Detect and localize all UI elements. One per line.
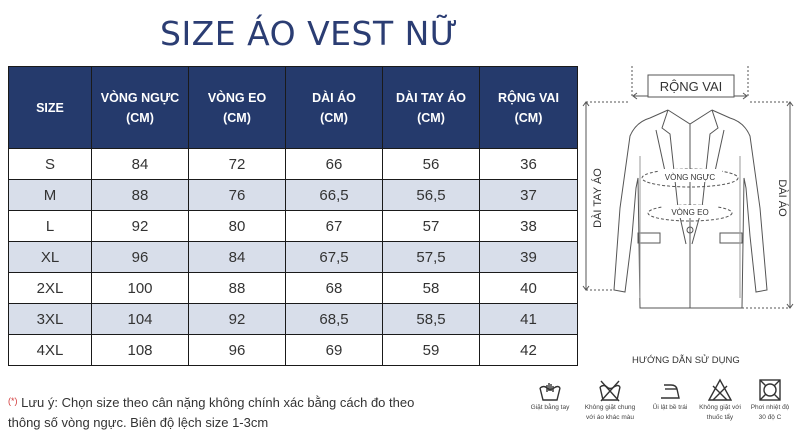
iron-icon xyxy=(658,378,682,402)
measurement-cell: 58 xyxy=(383,273,480,304)
measurement-cell: 96 xyxy=(92,242,189,273)
measurement-cell: 59 xyxy=(383,335,480,366)
do-not-bleach-icon xyxy=(708,378,732,402)
measurement-cell: 36 xyxy=(480,149,578,180)
measurement-cell: 96 xyxy=(189,335,286,366)
measurement-cell: 40 xyxy=(480,273,578,304)
measurement-cell: 84 xyxy=(189,242,286,273)
note-asterisk: (*) xyxy=(8,396,18,406)
measurement-cell: 108 xyxy=(92,335,189,366)
note-line-1: Lưu ý: Chọn size theo cân nặng không chính xác bằng cách đo theo xyxy=(21,395,415,410)
dry-30-icon xyxy=(758,378,782,402)
care-item-no-bleach: Không giặt với thuốc tẩy xyxy=(690,378,750,422)
measurement-cell: 56 xyxy=(383,149,480,180)
hand-wash-icon xyxy=(538,378,562,402)
measurement-cell: 84 xyxy=(92,149,189,180)
measurement-cell: 56,5 xyxy=(383,180,480,211)
table-row xyxy=(9,149,578,180)
do-not-wash-icon xyxy=(598,378,622,402)
shoulder-label: RỘNG VAI xyxy=(659,79,723,94)
care-item-hand-wash: Giặt bằng tay xyxy=(520,378,580,414)
measurement-cell: 38 xyxy=(480,211,578,242)
measurement-cell: 68,5 xyxy=(286,304,383,335)
measurement-cell: 67,5 xyxy=(286,242,383,273)
jacket-diagram xyxy=(580,58,800,328)
note-line-2: thông số vòng ngực. Biên độ lệch size 1-3cm xyxy=(8,415,269,430)
waist-label: VÒNG EO xyxy=(671,208,709,217)
measurement-cell: 100 xyxy=(92,273,189,304)
header-sleeve: DÀI TAY ÁO (CM) xyxy=(383,67,480,149)
chest-label: VÒNG NGỰC xyxy=(664,173,716,182)
measurement-cell: 58,5 xyxy=(383,304,480,335)
measurement-cell: 57,5 xyxy=(383,242,480,273)
size-cell: 3XL xyxy=(9,304,92,335)
measurement-cell: 68 xyxy=(286,273,383,304)
care-item-no-wash: Không giặt chung với áo khác màu xyxy=(580,378,640,422)
measurement-cell: 92 xyxy=(92,211,189,242)
table-row xyxy=(9,242,578,273)
measurement-cell: 80 xyxy=(189,211,286,242)
table-row xyxy=(9,335,578,366)
care-guide-title: HƯỚNG DẪN SỬ DỤNG xyxy=(632,355,740,366)
size-note xyxy=(8,393,414,433)
header-waist: VÒNG EO (CM) xyxy=(189,67,286,149)
size-cell: M xyxy=(9,180,92,211)
measurement-cell: 66 xyxy=(286,149,383,180)
measurement-cell: 88 xyxy=(189,273,286,304)
table-row xyxy=(9,273,578,304)
measurement-cell: 57 xyxy=(383,211,480,242)
header-length: DÀI ÁO (CM) xyxy=(286,67,383,149)
size-table xyxy=(8,66,578,366)
size-cell: S xyxy=(9,149,92,180)
measurement-cell: 92 xyxy=(189,304,286,335)
size-cell: L xyxy=(9,211,92,242)
table-row xyxy=(9,304,578,335)
measurement-cell: 42 xyxy=(480,335,578,366)
header-chest: VÒNG NGỰC (CM) xyxy=(92,67,189,149)
table-row xyxy=(9,211,578,242)
table-header-row xyxy=(9,67,578,149)
size-cell: 4XL xyxy=(9,335,92,366)
measurement-cell: 39 xyxy=(480,242,578,273)
measurement-cell: 104 xyxy=(92,304,189,335)
page-title: SIZE ÁO VEST NỮ xyxy=(160,14,459,53)
measurement-cell: 72 xyxy=(189,149,286,180)
measurement-cell: 88 xyxy=(92,180,189,211)
sleeve-label: DÀI TAY ÁO xyxy=(592,168,604,228)
measurement-cell: 69 xyxy=(286,335,383,366)
size-cell: XL xyxy=(9,242,92,273)
size-cell: 2XL xyxy=(9,273,92,304)
length-label: DÀI ÁO xyxy=(776,179,788,217)
measurement-cell: 41 xyxy=(480,304,578,335)
care-item-dry: Phơi nhiệt độ 30 độ C xyxy=(740,378,800,422)
care-item-iron: Ủi lật bề trái xyxy=(640,378,700,414)
measurement-cell: 37 xyxy=(480,180,578,211)
header-size: SIZE xyxy=(9,67,92,149)
table-row xyxy=(9,180,578,211)
header-shoulder: RỘNG VAI (CM) xyxy=(480,67,578,149)
measurement-cell: 76 xyxy=(189,180,286,211)
measurement-cell: 67 xyxy=(286,211,383,242)
measurement-cell: 66,5 xyxy=(286,180,383,211)
